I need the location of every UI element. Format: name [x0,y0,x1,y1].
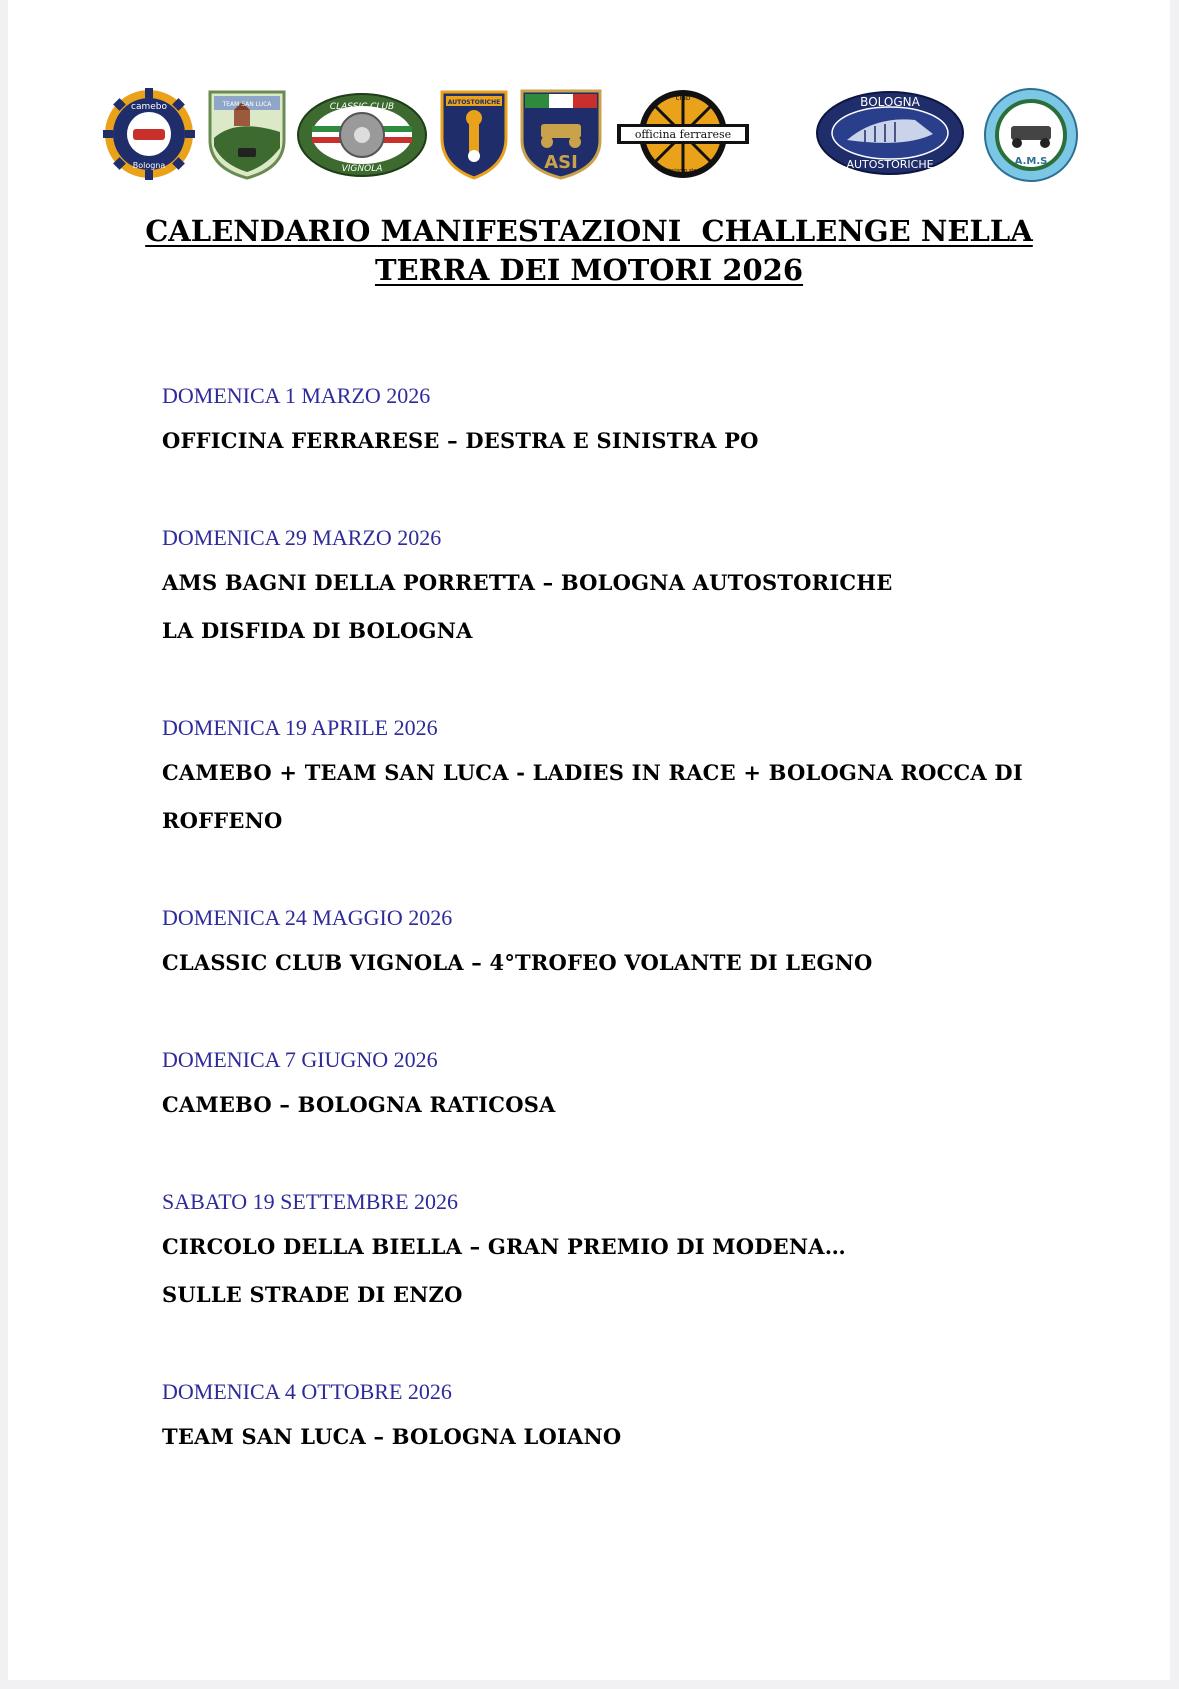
classic-club-vignola-logo [296,92,428,178]
event-title: CLASSIC CLUB VIGNOLA – 4°TROFEO VOLANTE DI LEGNO [162,950,873,975]
autostoriche-text: AUTOSTORICHE [447,99,501,106]
event-title: CAMEBO + TEAM SAN LUCA - LADIES IN RACE + BOLOGNA ROCCA DI [162,760,1023,785]
logo-strip [103,88,1088,193]
event-title: TEAM SAN LUCA – BOLOGNA LOIANO [162,1424,622,1449]
document-page [8,0,1170,1680]
event-date: SABATO 19 SETTEMBRE 2026 [162,1189,459,1214]
classic-club-text: CLASSIC CLUB [329,102,395,112]
event-date: DOMENICA 19 APRILE 2026 [162,715,438,740]
autostoriche-text: AUTOSTORICHE [846,158,934,171]
ams-text: A.M.S [1014,156,1048,167]
team-san-luca-text: TEAM SAN LUCA [222,101,272,108]
bologna-autostoriche-logo [815,90,965,176]
vignola-text: VIGNOLA [341,164,383,174]
event-date: DOMENICA 7 GIUGNO 2026 [162,1047,438,1072]
motorismo-storico-text: motorismo storico [660,168,706,174]
team-san-luca-logo [206,88,288,180]
officina-ferrarese-logo [615,88,751,180]
event-title: OFFICINA FERRARESE – DESTRA E SINISTRA PO [162,428,759,453]
event-subtitle: ROFFENO [162,808,283,833]
bologna-text: BOLOGNA [860,95,920,109]
camebo-bologna-logo [103,88,195,180]
event-subtitle: SULLE STRADE DI ENZO [162,1282,463,1307]
ams-logo [983,88,1079,182]
event-item-4 [162,904,872,976]
event-subtitle: LA DISFIDA DI BOLOGNA [162,618,473,643]
event-date: DOMENICA 4 OTTOBRE 2026 [162,1379,452,1404]
asi-logo [519,88,603,180]
title-line-1: CALENDARIO MANIFESTAZIONI CHALLENGE NELLA [145,214,1033,248]
event-date: DOMENICA 24 MAGGIO 2026 [162,905,453,930]
event-item-7 [162,1378,621,1450]
asi-text: ASI [544,152,578,173]
event-item-1 [162,382,759,454]
event-title: CAMEBO – BOLOGNA RATICOSA [162,1092,556,1117]
event-item-6 [162,1188,846,1308]
page-title [8,212,1170,290]
circolo-della-biella-logo [438,88,510,180]
event-item-5 [162,1046,556,1118]
event-title: CIRCOLO DELLA BIELLA – GRAN PREMIO DI MODENA… [162,1234,846,1259]
officina-ferrarese-text: officina ferrarese [634,128,732,141]
camebo-text: camebo [131,102,167,112]
bologna-text: Bologna [132,161,166,170]
event-item-3 [162,714,1023,834]
event-date: DOMENICA 29 MARZO 2026 [162,525,442,550]
title-line-2: TERRA DEI MOTORI 2026 [374,253,804,287]
club-text: club [675,94,691,102]
event-date: DOMENICA 1 MARZO 2026 [162,383,431,408]
event-title: AMS BAGNI DELLA PORRETTA – BOLOGNA AUTOSTORICHE [162,570,893,595]
event-item-2 [162,524,893,644]
